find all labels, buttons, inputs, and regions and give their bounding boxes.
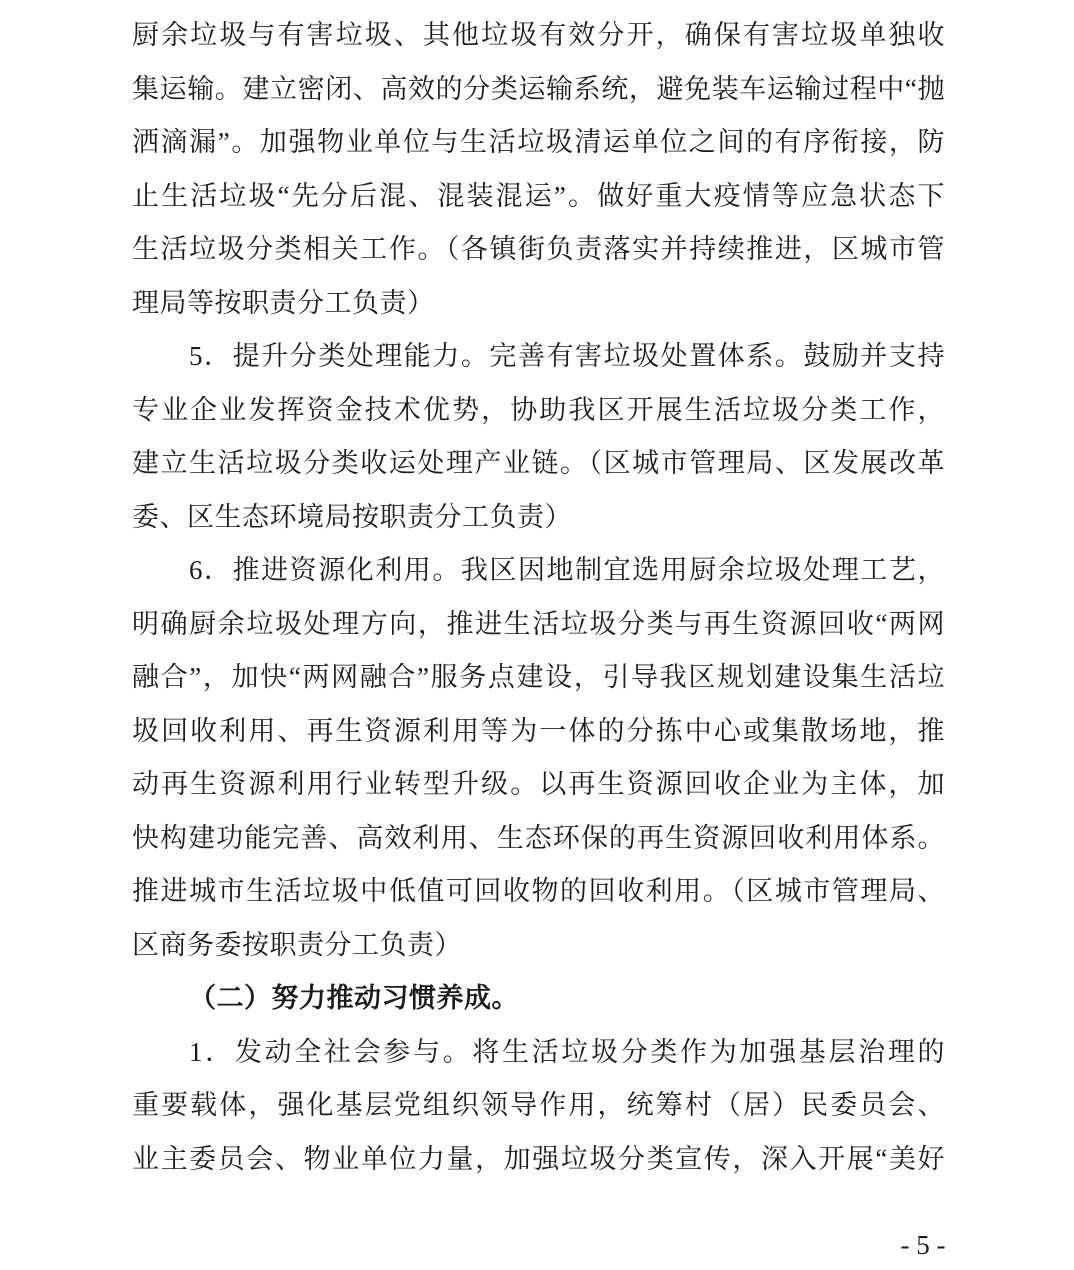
text-line: 5．提升分类处理能力。完善有害垃圾处置体系。鼓励并支持	[189, 341, 945, 371]
text-line: 厨余垃圾与有害垃圾、其他垃圾有效分开，确保有害垃圾单独收	[132, 20, 945, 50]
text-line: 业主委员会、物业单位力量，加强垃圾分类宣传，深入开展“美好	[132, 1143, 945, 1174]
text-line: 快构建功能完善、高效利用、生态环保的再生资源回收利用体系。	[132, 822, 945, 853]
text-line: 6．推进资源化利用。我区因地制宜选用厨余垃圾处理工艺，	[189, 555, 945, 585]
text-line: 重要载体，强化基层党组织领导作用，统筹村（居）民委员会、	[132, 1090, 945, 1120]
text-line: 建立生活垃圾分类收运处理产业链。（区城市管理局、区发展改革	[132, 448, 945, 478]
text-line: 动再生资源利用行业转型升级。以再生资源回收企业为主体，加	[132, 769, 945, 799]
text-line: 止生活垃圾“先分后混、混装混运”。做好重大疫情等应急状态下	[132, 180, 945, 211]
text-line: 圾回收利用、再生资源利用等为一体的分拣中心或集散场地，推	[132, 715, 945, 746]
text-line: 委、区生态环境局按职责分工负责）	[132, 501, 572, 532]
document-body	[132, 9, 945, 1186]
text-line: 集运输。建立密闭、高效的分类运输系统，避免装车运输过程中“抛	[132, 73, 945, 104]
text-line: （二）努力推动习惯养成。	[189, 983, 519, 1013]
text-line: 明确厨余垃圾处理方向，推进生活垃圾分类与再生资源回收“两网	[132, 608, 945, 639]
text-line: 专业企业发挥资金技术优势，协助我区开展生活垃圾分类工作，	[132, 394, 945, 425]
page-number: - 5 -	[900, 1230, 946, 1260]
text-line: 区商务委按职责分工负责）	[132, 929, 462, 960]
text-line: 洒滴漏”。加强物业单位与生活垃圾清运单位之间的有序衔接，防	[132, 127, 945, 157]
text-line: 融合”，加快“两网融合”服务点建设，引导我区规划建设集生活垃	[132, 662, 945, 692]
text-line: 理局等按职责分工负责）	[132, 287, 435, 318]
text-line: 生活垃圾分类相关工作。（各镇街负责落实并持续推进，区城市管	[132, 234, 945, 264]
text-line: 推进城市生活垃圾中低值可回收物的回收利用。（区城市管理局、	[132, 876, 945, 906]
text-line: 1．发动全社会参与。将生活垃圾分类作为加强基层治理的	[189, 1036, 945, 1067]
